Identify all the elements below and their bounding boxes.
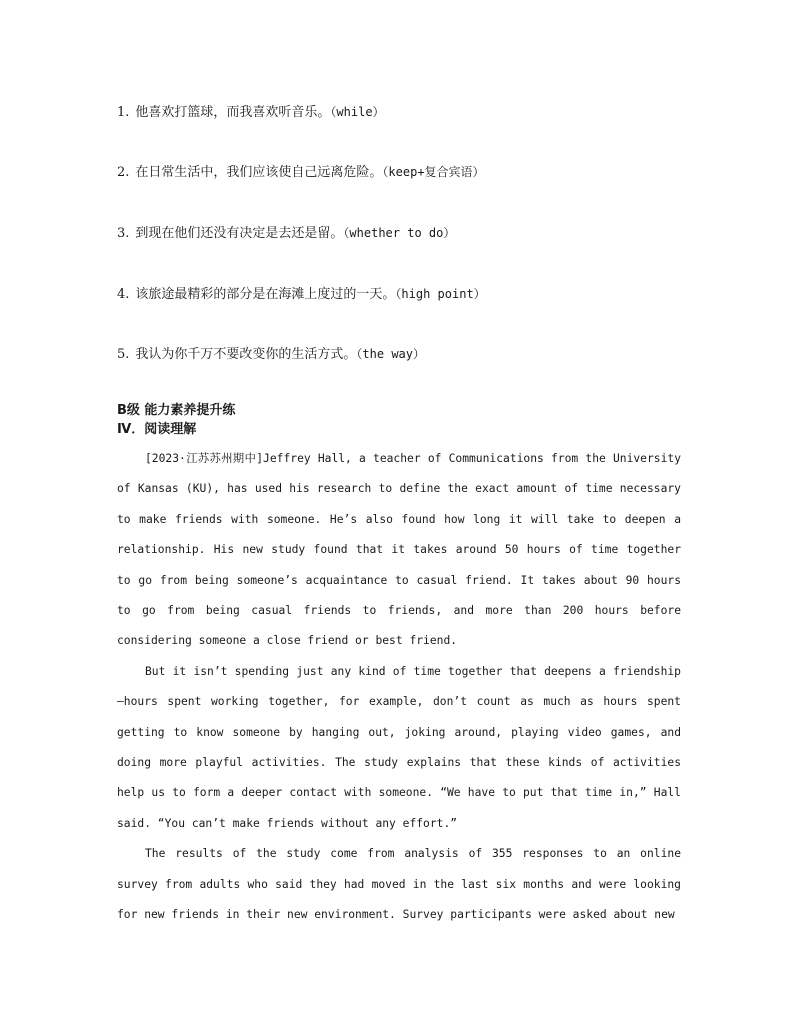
passage-paragraph-2: But it isn’t spending just any kind of time together that deepens a friendship—hours spent working together, for example, don’t count as much as hours spent getting to know someone by hanging out, joking around, playing video games, and doing more playful activities. The study explains that these kinds of activities help us to form a deeper contact with someone. “We have to put that time in,” Hall said. “You can’t make friends without any effort.” bbox=[117, 664, 681, 830]
section-reading-heading: Ⅳ．阅读理解 bbox=[117, 422, 197, 437]
question-hint: （while） bbox=[330, 105, 385, 119]
question-2 bbox=[117, 161, 485, 180]
question-text: 在日常生活中，我们应该使自己远离危险。 bbox=[135, 165, 383, 180]
question-hint: （the way） bbox=[356, 347, 425, 361]
question-hint: （whether to do） bbox=[343, 226, 456, 240]
question-text: 他喜欢打篮球，而我喜欢听音乐。 bbox=[135, 105, 331, 120]
question-number: 3. bbox=[117, 226, 130, 241]
question-number: 2. bbox=[117, 165, 130, 180]
question-number: 1. bbox=[117, 105, 130, 120]
question-text: 我认为你千万不要改变你的生活方式。 bbox=[135, 347, 357, 362]
passage-paragraph-1: [2023·江苏苏州期中]Jeffrey Hall, a teacher of Communications from the University of Kansas (KU), has used his research to define the exact amount of time necessary to make friends with someone. He’s also found how long it will take to deepen a relationship. His new study found that it takes around 50 hours of time together to go from being someone’s acquaintance to casual friend. It takes about 90 hours to go from being casual friends to friends, and more than 200 hours before considering someone a close friend or best friend. bbox=[117, 452, 681, 648]
question-text: 到现在他们还没有决定是去还是留。 bbox=[135, 226, 344, 241]
question-number: 5. bbox=[117, 347, 130, 362]
question-hint: （keep+复合宾语） bbox=[382, 165, 485, 179]
question-1 bbox=[117, 101, 385, 120]
reading-passage bbox=[117, 444, 681, 931]
question-3 bbox=[117, 222, 455, 241]
question-number: 4. bbox=[117, 287, 130, 302]
question-4 bbox=[117, 283, 486, 302]
passage-paragraph-3: The results of the study come from analysis of 355 responses to an online survey from adults who said they had moved in the last six months and were looking for new friends in their new environment. Survey participants were asked about new bbox=[117, 847, 681, 922]
question-5 bbox=[117, 343, 425, 362]
question-text: 该旅途最精彩的部分是在海滩上度过的一天。 bbox=[135, 287, 396, 302]
section-b-heading: B级 能力素养提升练 bbox=[117, 403, 236, 418]
question-hint: （high point） bbox=[395, 287, 486, 301]
